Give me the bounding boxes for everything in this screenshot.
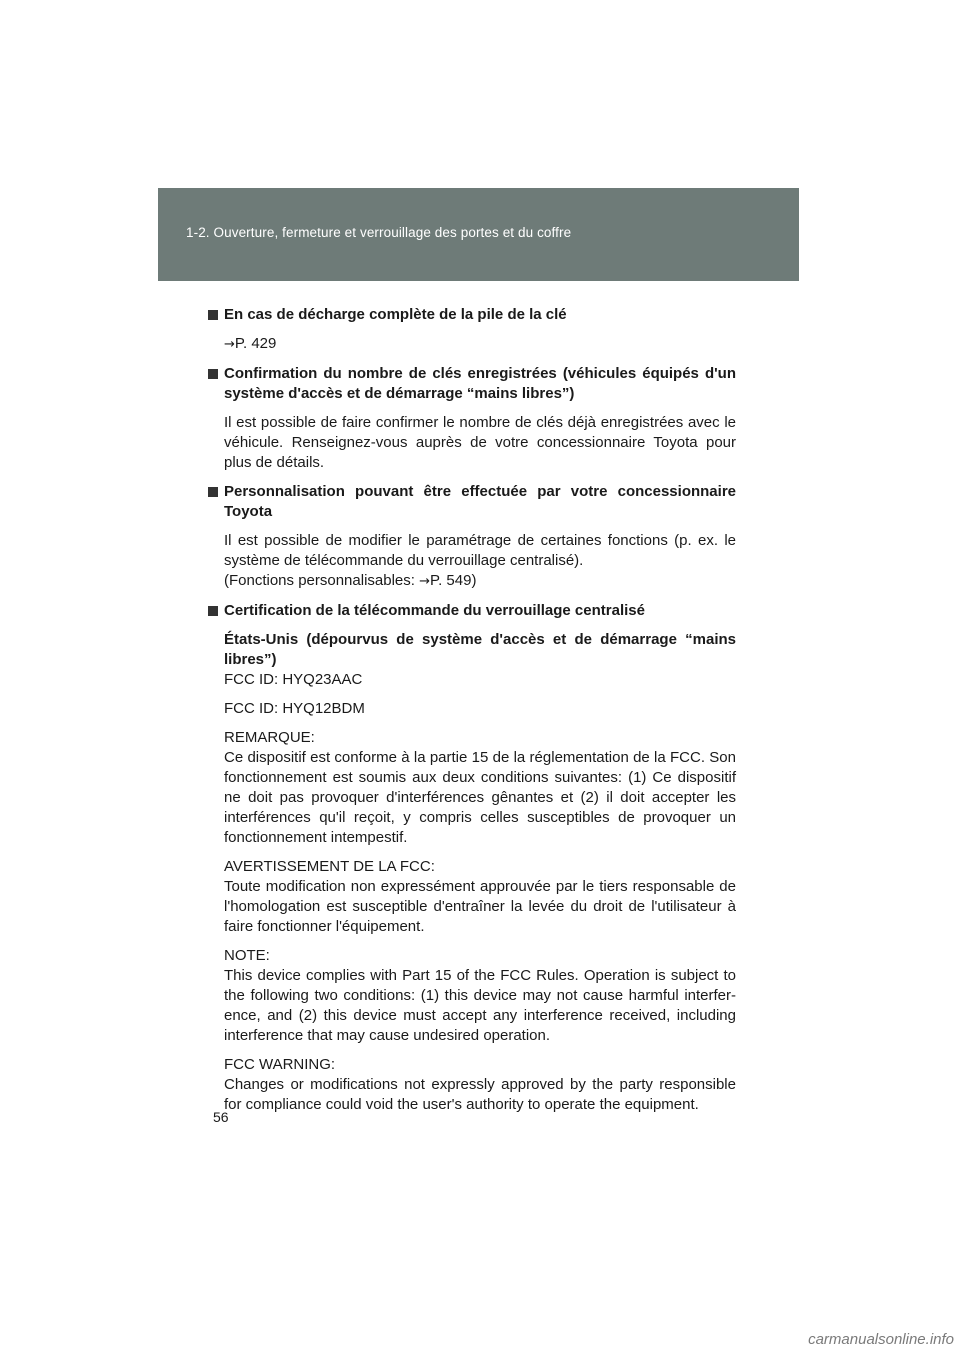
- notice-paragraph: [208, 946, 736, 1046]
- notice-text: This device complies with Part 15 of the FCC Rules. Operation is subject to the following two conditions: (1) this device may not cause harmful interfer-ence, and (2) this device must accept any interference received, including interference that may cause undesired operation.: [224, 967, 736, 1044]
- arrow-right-icon: →: [224, 337, 235, 352]
- body-paragraph: Il est possible de faire confirmer le nombre de clés déjà enregistrées avec le véhicule. Renseignez-vous auprès de votre concessionnaire Toyota pour plus de détails.: [224, 414, 736, 471]
- watermark: carmanualsonline.info: [808, 1331, 954, 1348]
- square-bullet-icon: [208, 369, 218, 379]
- notice-paragraph: [208, 728, 736, 848]
- section-heading: [208, 305, 736, 325]
- reference-paragraph: [208, 334, 736, 355]
- notice-label: NOTE:: [224, 947, 270, 964]
- page-content: [208, 305, 736, 1124]
- certification-paragraph: [208, 630, 736, 690]
- section-heading-text: En cas de décharge complète de la pile de la clé: [224, 306, 567, 323]
- page-number: 56: [213, 1109, 229, 1125]
- arrow-right-icon: →: [419, 574, 431, 589]
- square-bullet-icon: [208, 487, 218, 497]
- notice-text: Toute modification non expressément approuvée par le tiers responsable de l'homologation est susceptible d'entraîner la levée du droit de l'utilisateur à faire fonctionner l'équipement.: [224, 878, 736, 935]
- fcc-id: FCC ID: HYQ23AAC: [224, 671, 363, 688]
- page-reference-link[interactable]: P. 429: [234, 335, 277, 352]
- section-heading-text: Certification de la télécommande du verrouillage centralisé: [224, 602, 645, 619]
- customization-reference: [224, 571, 736, 592]
- notice-paragraph: [208, 1055, 736, 1115]
- notice-paragraph: [208, 857, 736, 937]
- section-heading-text: Confirmation du nombre de clés enregistrées (véhicules équipés d'un système d'accès et de démarrage “mains libres”): [224, 365, 736, 402]
- section-title: 1-2. Ouverture, fermeture et verrouillage des portes et du coffre: [186, 225, 572, 240]
- fcc-id: FCC ID: HYQ12BDM: [224, 700, 365, 717]
- section-header-band: [158, 188, 799, 281]
- body-paragraph: [208, 531, 736, 592]
- square-bullet-icon: [208, 606, 218, 616]
- section-heading-text: Personnalisation pouvant être effectuée par votre concessionnaire Toyota: [224, 483, 736, 520]
- reference-prefix: (Fonctions personnalisables:: [224, 572, 420, 589]
- page-reference-link[interactable]: P. 549): [430, 572, 477, 589]
- region-label: États-Unis (dépourvus de système d'accès et de démarrage “mains libres”): [224, 631, 736, 668]
- section-heading: [208, 482, 736, 522]
- notice-label: REMARQUE:: [224, 729, 315, 746]
- paragraph-text: Il est possible de modifier le paramétrage de certaines fonctions (p. ex. le système de télécommande du verrouillage centralisé).: [224, 532, 736, 569]
- notice-text: Changes or modifications not expressly approved by the party responsible for compliance could void the user's authority to operate the equipment.: [224, 1076, 736, 1113]
- notice-text: Ce dispositif est conforme à la partie 15 de la réglementation de la FCC. Son fonctionnement est soumis aux deux conditions suivantes: (1) Ce dispositif ne doit pas provoquer d'interférences gênantes et (2) il doit accepter les interférences qu'il reçoit, y compris celles susceptibles de provoquer un fonctionnement intempestif.: [224, 749, 736, 846]
- square-bullet-icon: [208, 310, 218, 320]
- section-heading: [208, 364, 736, 404]
- section-heading: [208, 601, 736, 621]
- notice-label: AVERTISSEMENT DE LA FCC:: [224, 858, 435, 875]
- notice-label: FCC WARNING:: [224, 1056, 336, 1073]
